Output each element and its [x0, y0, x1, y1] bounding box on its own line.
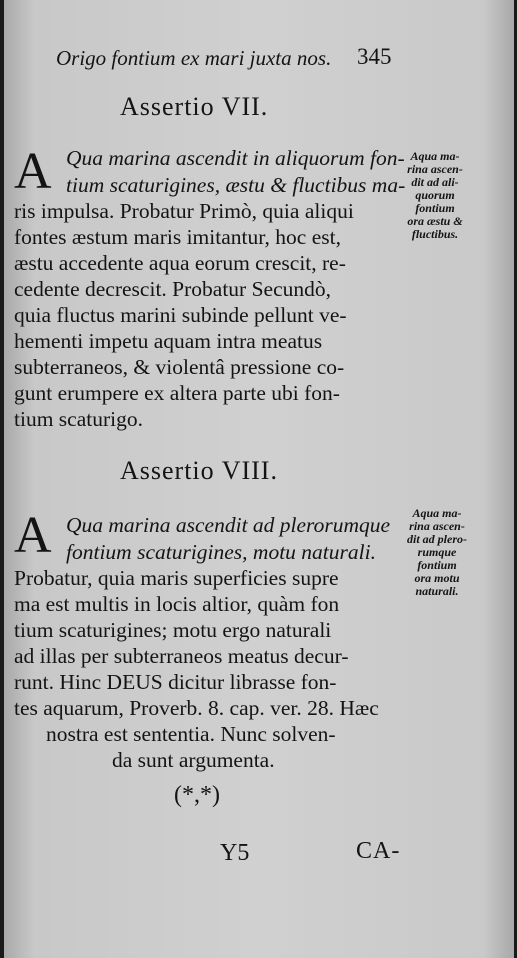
text-line: hementi impetu aquam intra meatus [14, 329, 323, 353]
text-line: subterraneos, & violentâ pressione co- [14, 355, 345, 379]
text-line: cedente decrescit. Probatur Secundò, [14, 277, 331, 301]
margin-note-assertion-7: Aqua ma- rina ascen- dit ad ali- quorum fontium ora æstu & fluctibus. [407, 149, 463, 241]
assertion-7-heading: Assertio VII. [120, 92, 269, 121]
signature-mark: Y5 [220, 840, 250, 866]
text-line: ma est multis in locis altior, quàm fon [14, 592, 340, 616]
text-line: Probatur, quia maris superficies supre [14, 566, 339, 590]
text-line: runt. Hinc DEUS dicitur librasse fon- [14, 670, 337, 694]
text-line: fontes æstum maris imitantur, hoc est, [14, 225, 341, 249]
text-line: tium scaturigines; motu ergo naturali [14, 618, 332, 642]
text-line: gunt erumpere ex altera parte ubi fon- [14, 381, 340, 405]
drop-cap-assertion-8: A [14, 507, 52, 564]
text-line: ad illas per subterraneos meatus decur- [14, 644, 349, 668]
text-line: tium scaturigines, æstu & fluctibus ma- [66, 173, 406, 197]
running-title: Origo fontium ex mari juxta nos. [56, 46, 332, 70]
text-line: tes aquarum, Proverb. 8. cap. ver. 28. Hæc [14, 696, 379, 720]
drop-cap-assertion-7: A [14, 143, 52, 200]
book-page [4, 0, 514, 958]
text-line: tium scaturigo. [14, 407, 143, 431]
asterism-ornament: (*,*) [174, 782, 220, 808]
page-number: 345 [357, 44, 392, 69]
text-line: æstu accedente aqua eorum crescit, re- [14, 251, 346, 275]
text-line: Qua marina ascendit ad plerorumque [66, 513, 391, 537]
text-line: quia fluctus marini subinde pellunt ve- [14, 303, 347, 327]
catchword: CA- [356, 838, 401, 864]
text-line: ris impulsa. Probatur Primò, quia aliqui [14, 199, 354, 223]
margin-note-assertion-8: Aqua ma- rina ascen- dit ad plero- rumque fontium ora motu naturali. [407, 506, 467, 598]
text-line: da sunt argumenta. [112, 748, 275, 772]
assertion-8-heading: Assertio VIII. [120, 456, 278, 485]
text-line: nostra est sententia. Nunc solven- [46, 722, 336, 746]
text-line: Qua marina ascendit in aliquorum fon- [66, 146, 405, 170]
text-line: fontium scaturigines, motu naturali. [66, 540, 376, 564]
